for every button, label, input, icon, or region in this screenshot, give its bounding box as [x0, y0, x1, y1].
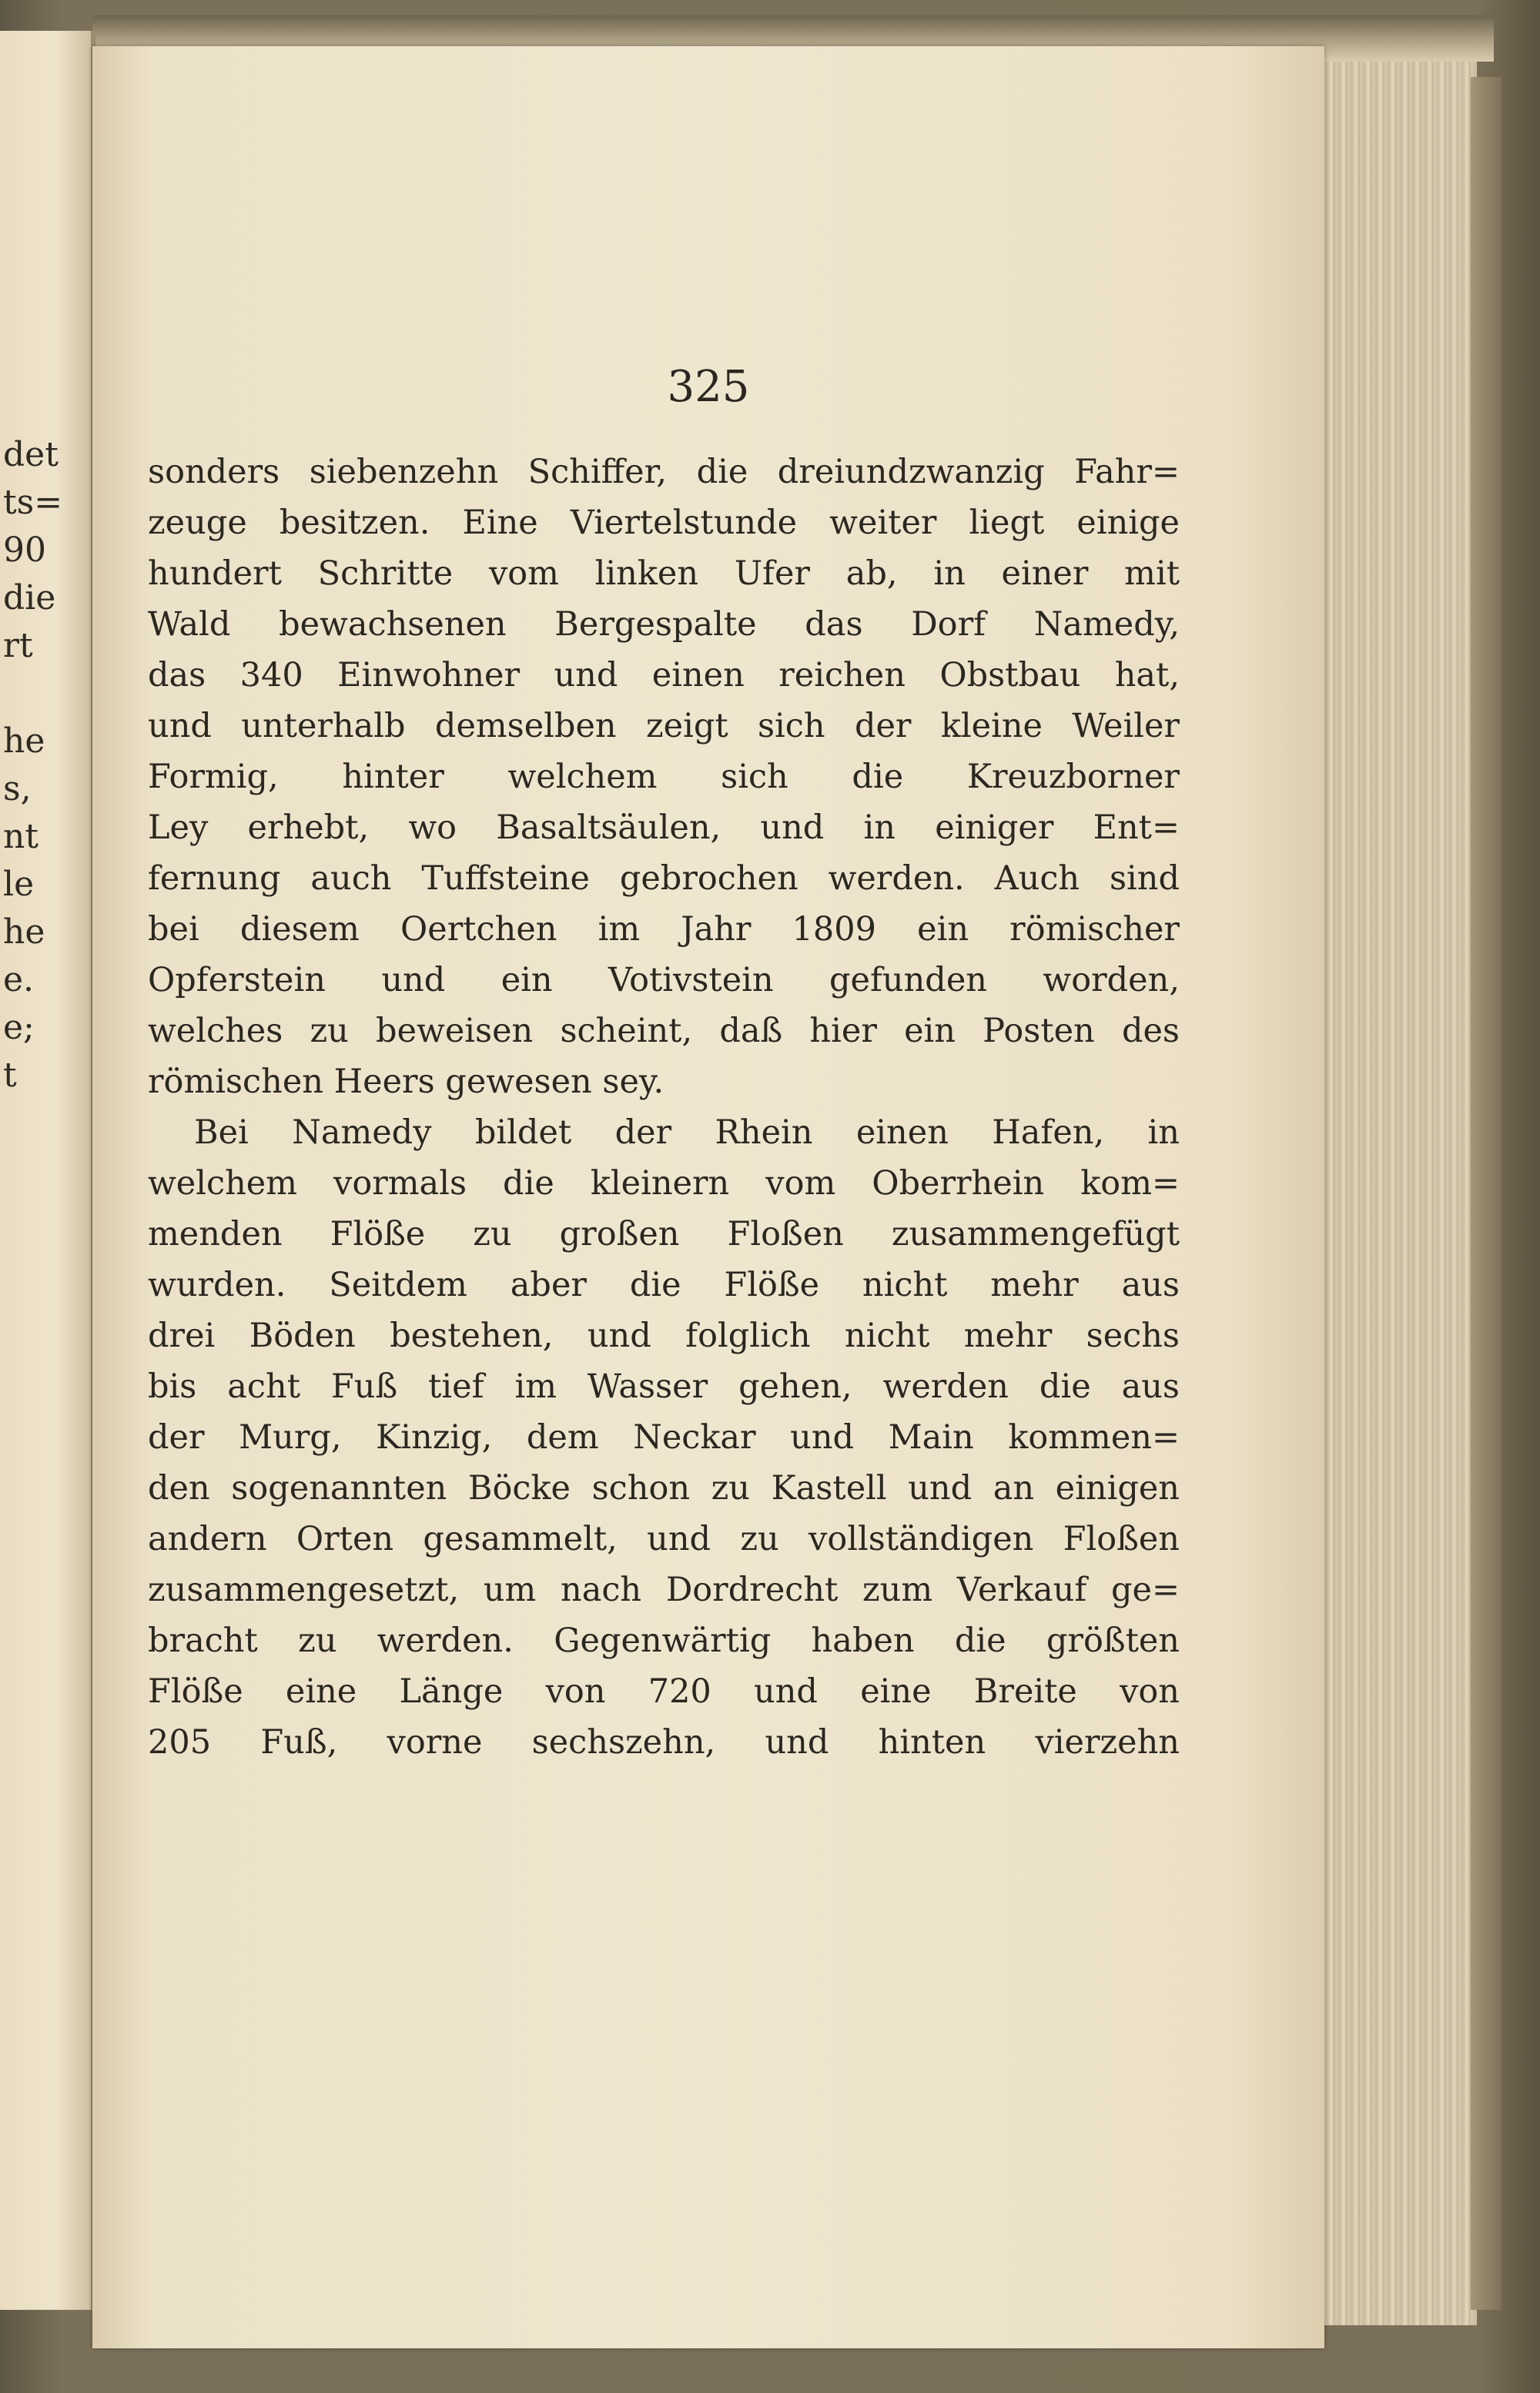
left-fragment: le	[3, 865, 35, 904]
left-fragment: det	[3, 435, 59, 474]
left-fragment: die	[3, 578, 56, 617]
left-fragment: s,	[3, 769, 32, 808]
page-edges-stack	[1321, 62, 1477, 2325]
page-number: 325	[667, 362, 750, 412]
text-line: welches zu beweisen scheint, daß hier ein Posten des	[148, 1012, 1180, 1050]
left-page-fragments	[3, 431, 88, 1099]
left-facing-page	[0, 31, 95, 2310]
text-line: Wald bewachsenen Bergespalte das Dorf Namedy,	[148, 605, 1180, 644]
body-text	[148, 447, 1180, 1768]
left-fragment: e;	[3, 1008, 35, 1047]
left-fragment: t	[3, 1056, 17, 1095]
text-line: bis acht Fuß tief im Wasser gehen, werden die aus	[148, 1367, 1180, 1406]
left-fragment	[3, 670, 88, 718]
text-line: den sogenannten Böcke schon zu Kastell und an einigen	[148, 1469, 1180, 1508]
text-line: Opferstein und ein Votivstein gefunden worden,	[148, 961, 1180, 999]
left-fragment: 90	[3, 530, 46, 570]
left-fragment: he	[3, 912, 45, 952]
left-fragment: e.	[3, 960, 35, 999]
left-fragment: rt	[3, 626, 33, 665]
text-line: der Murg, Kinzig, dem Neckar und Main kommen=	[148, 1418, 1180, 1457]
text-line: Flöße eine Länge von 720 und eine Breite von	[148, 1672, 1180, 1711]
text-line: das 340 Einwohner und einen reichen Obstbau hat,	[148, 656, 1180, 694]
left-fragment: ts=	[3, 483, 63, 522]
book-cover-edge	[1471, 77, 1502, 2310]
text-line: drei Böden bestehen, und folglich nicht mehr sechs	[148, 1317, 1180, 1355]
text-line: zeuge besitzen. Eine Viertelstunde weiter liegt einige	[148, 504, 1180, 542]
left-fragment: he	[3, 721, 45, 761]
left-fragment: nt	[3, 817, 39, 856]
text-line: bracht zu werden. Gegenwärtig haben die größten	[148, 1622, 1180, 1660]
text-line: und unterhalb demselben zeigt sich der kleine Weiler	[148, 707, 1180, 745]
text-line: menden Flöße zu großen Floßen zusammengefügt	[148, 1215, 1180, 1253]
right-page	[92, 46, 1324, 2348]
text-line-paragraph-start: Bei Namedy bildet der Rhein einen Hafen, in	[194, 1113, 1180, 1152]
text-line: bei diesem Oertchen im Jahr 1809 ein römischer	[148, 910, 1180, 949]
text-line-paragraph-end: römischen Heers gewesen sey.	[148, 1063, 665, 1101]
text-line: Formig, hinter welchem sich die Kreuzborner	[148, 758, 1180, 796]
text-line: Ley erhebt, wo Basaltsäulen, und in einiger Ent=	[148, 808, 1180, 847]
text-line: zusammengesetzt, um nach Dordrecht zum Verkauf ge=	[148, 1571, 1180, 1609]
text-line: andern Orten gesammelt, und zu vollständigen Floßen	[148, 1520, 1180, 1558]
text-line: sonders siebenzehn Schiffer, die dreiundzwanzig Fahr=	[148, 453, 1180, 491]
text-line: fernung auch Tuffsteine gebrochen werden. Auch sind	[148, 859, 1180, 898]
text-line: welchem vormals die kleinern vom Oberrhein kom=	[148, 1164, 1180, 1203]
text-line: wurden. Seitdem aber die Flöße nicht mehr aus	[148, 1266, 1180, 1304]
text-line: 205 Fuß, vorne sechszehn, und hinten vierzehn	[148, 1723, 1180, 1762]
text-line: hundert Schritte vom linken Ufer ab, in einer mit	[148, 554, 1180, 593]
